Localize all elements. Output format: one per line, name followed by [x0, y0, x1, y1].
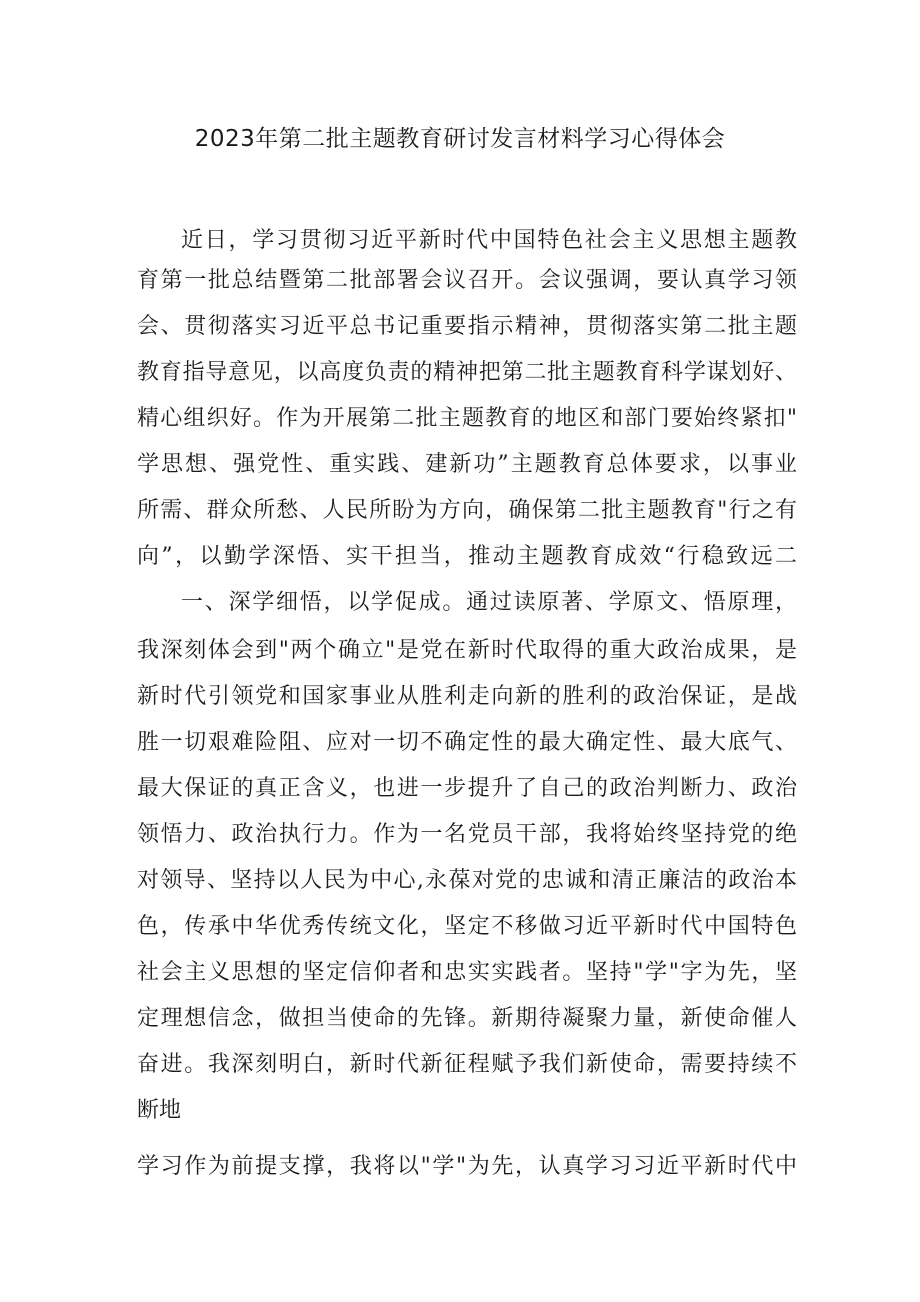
paragraph-1-line-4: 教育指导意见，以高度负责的精神把第二批主题教育科学谋划好、	[137, 360, 797, 385]
paragraph-2-line-3: 新时代引领党和国家事业从胜利走向新的胜利的政治保证，是战	[137, 684, 797, 709]
paragraph-2-line-10: 定理想信念，做担当使命的先锋。新期待凝聚力量，新使命催人	[137, 1006, 797, 1031]
paragraph-1-line-2: 育第一批总结暨第二批部署会议召开。会议强调，要认真学习领	[137, 268, 797, 293]
paragraph-1-line-6: 学思想、强党性、重实践、建新功”主题教育总体要求，以事业	[137, 452, 797, 477]
paragraph-2-line-7: 对领导、坚持以人民为中心,永葆对党的忠诚和清正廉洁的政治本	[137, 868, 797, 893]
paragraph-1-line-1: 近日，学习贯彻习近平新时代中国特色社会主义思想主题教	[181, 228, 797, 253]
paragraph-1-line-5: 精心组织好。作为开展第二批主题教育的地区和部门要始终紧扣"	[137, 406, 797, 431]
paragraph-2-line-8: 色，传承中华优秀传统文化，坚定不移做习近平新时代中国特色	[137, 914, 797, 939]
paragraph-2-line-4: 胜一切艰难险阻、应对一切不确定性的最大确定性、最大底气、	[137, 730, 797, 755]
paragraph-2-line-9: 社会主义思想的坚定信仰者和忠实实践者。坚持"学"字为先，坚	[137, 960, 797, 985]
paragraph-2-line-12: 断地	[137, 1098, 182, 1123]
paragraph-2-line-5: 最大保证的真正含义，也进一步提升了自己的政治判断力、政治	[137, 776, 797, 801]
document-title: 2023年第二批主题教育研讨发言材料学习心得体会	[194, 126, 726, 152]
paragraph-1-line-7: 所需、群众所愁、人民所盼为方向，确保第二批主题教育"行之有	[137, 498, 797, 523]
paragraph-3-line-1: 学习作为前提支撑，我将以"学"为先，认真学习习近平新时代中	[137, 1154, 797, 1179]
paragraph-2-line-6: 领悟力、政治执行力。作为一名党员干部，我将始终坚持党的绝	[137, 822, 797, 847]
paragraph-2-line-2: 我深刻体会到"两个确立"是党在新时代取得的重大政治成果，是	[137, 638, 797, 663]
paragraph-1-line-8: 向”，以勤学深悟、实干担当，推动主题教育成效“行稳致远二	[137, 544, 797, 569]
paragraph-2-line-1: 一、深学细悟，以学促成。通过读原著、学原文、悟原理，	[181, 590, 797, 615]
paragraph-1-line-3: 会、贯彻落实习近平总书记重要指示精神，贯彻落实第二批主题	[137, 314, 797, 339]
paragraph-2-line-11: 奋进。我深刻明白，新时代新征程赋予我们新使命，需要持续不	[137, 1052, 797, 1077]
